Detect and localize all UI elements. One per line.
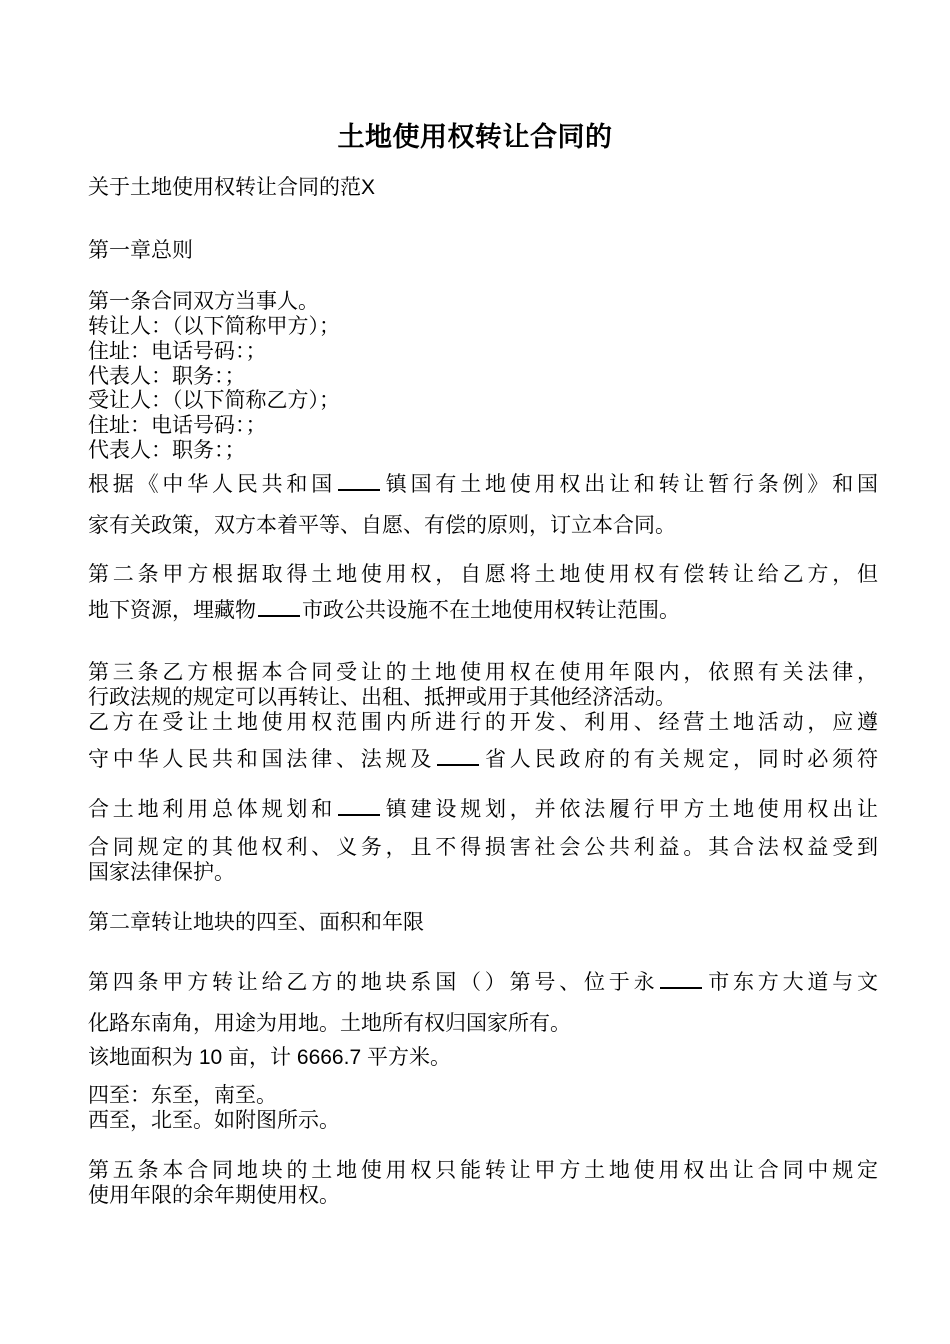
article-3-line-7: 国家法律保护。 <box>88 860 235 884</box>
article-2-text-b: 市政公共设施不在土地使用权转让范围。 <box>302 598 680 622</box>
fill-blank <box>338 471 380 491</box>
document-title: 土地使用权转让合同的 <box>337 122 613 153</box>
article-4-line-1 <box>88 969 878 995</box>
article-3-line-5 <box>88 796 878 822</box>
area-text-a: 该地面积为 <box>88 1045 193 1069</box>
fill-blank <box>437 746 479 766</box>
boundary-line-2: 西至，北至。如附图所示。 <box>88 1108 340 1132</box>
article-3-line-4 <box>88 746 878 772</box>
article-3-text-c: 合土地利用总体规划和 <box>88 797 336 821</box>
area-mu-value <box>193 1046 228 1069</box>
chapter-2-heading: 第二章转让地块的四至、面积和年限 <box>88 910 424 934</box>
subtitle-text: 关于土地使用权转让合同的范 <box>88 175 361 199</box>
basis-text-b: 镇国有土地使用权出让和转让暂行条例》和国 <box>382 472 878 496</box>
basis-line-1 <box>88 471 878 497</box>
transferee-line: 受让人：（以下简称乙方）； <box>88 388 340 412</box>
article-4-text-b: 市东方大道与文 <box>704 970 879 994</box>
article-2-line-1: 第二条甲方根据取得土地使用权，自愿将土地使用权有偿转让给乙方，但 <box>88 562 878 586</box>
article-3-line-3: 乙方在受让土地使用权范围内所进行的开发、利用、经营土地活动，应遵 <box>88 710 878 734</box>
fill-blank <box>660 969 702 989</box>
basis-line-2: 家有关政策，双方本着平等、自愿、有偿的原则，订立本合同。 <box>88 513 676 537</box>
transferor-representative-line: 代表人：职务：； <box>88 364 246 388</box>
fill-blank <box>258 597 300 617</box>
article-3-line-2: 行政法规的规定可以再转让、出租、抵押或用于其他经济活动。 <box>88 685 676 709</box>
article-2-text-a: 地下资源，埋藏物 <box>88 598 256 622</box>
area-mu-number: 10 <box>198 1046 223 1069</box>
article-1-heading: 第一条合同双方当事人。 <box>88 289 319 313</box>
chapter-1-heading: 第一章总则 <box>88 238 193 262</box>
article-2-line-2 <box>88 597 878 623</box>
area-line <box>88 1044 878 1071</box>
transferee-address-line: 住址：电话号码：； <box>88 413 267 437</box>
area-sqm-value <box>291 1046 367 1069</box>
transferor-address-line: 住址：电话号码：； <box>88 339 267 363</box>
article-3-text-a: 守中华人民共和国法律、法规及 <box>88 747 436 771</box>
article-3-text-b: 省人民政府的有关规定，同时必须符 <box>481 747 879 771</box>
article-5-line-2: 使用年限的余年期使用权。 <box>88 1183 340 1207</box>
article-4-text-a: 第四条甲方转让给乙方的地块系国（）第号、位于永 <box>88 970 659 994</box>
area-sqm-number: 6666.7 <box>296 1046 362 1069</box>
transferee-representative-line: 代表人：职务：； <box>88 438 246 462</box>
article-3-text-d: 镇建设规划，并依法履行甲方土地使用权出让 <box>382 797 878 821</box>
article-4-line-2: 化路东南角，用途为用地。土地所有权归国家所有。 <box>88 1011 571 1035</box>
area-text-c: 平方米。 <box>366 1045 451 1069</box>
basis-text-a: 根据《中华人民共和国 <box>88 472 336 496</box>
transferor-line: 转让人：（以下简称甲方）； <box>88 314 340 338</box>
article-3-line-1: 第三条乙方根据本合同受让的土地使用权在使用年限内，依照有关法律， <box>88 660 878 684</box>
subtitle-suffix: X <box>361 176 376 199</box>
area-text-b: 亩，计 <box>228 1045 292 1069</box>
subtitle-line <box>88 174 878 201</box>
boundary-line-1: 四至：东至，南至。 <box>88 1083 277 1107</box>
article-5-line-1: 第五条本合同地块的土地使用权只能转让甲方土地使用权出让合同中规定 <box>88 1158 878 1182</box>
article-3-line-6: 合同规定的其他权利、义务，且不得损害社会公共利益。其合法权益受到 <box>88 835 878 859</box>
fill-blank <box>338 796 380 816</box>
